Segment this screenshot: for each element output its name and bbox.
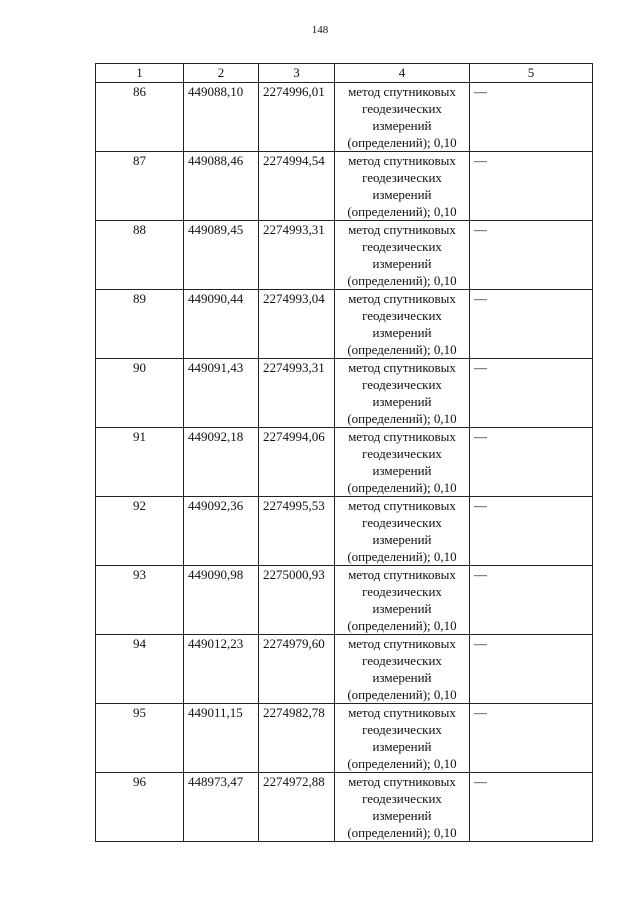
method-line: измерений [372,739,432,754]
page-number: 148 [311,24,329,36]
method-line: геодезических [362,653,442,668]
column-5-cell: — [470,773,593,842]
table-row [96,290,593,359]
point-number-cell: 89 [96,290,184,359]
x-coordinate-cell: 449092,18 [184,428,259,497]
method-line: метод спутниковых [348,705,456,720]
y-coordinate-cell: 2274995,53 [259,497,335,566]
method-line: метод спутниковых [348,567,456,582]
point-number-cell: 95 [96,704,184,773]
method-line: метод спутниковых [348,360,456,375]
point-number-cell: 86 [96,83,184,152]
method-line: метод спутниковых [348,429,456,444]
x-coordinate-cell: 449092,36 [184,497,259,566]
point-number-cell: 96 [96,773,184,842]
table-row [96,635,593,704]
table-row [96,704,593,773]
method-cell [335,428,470,497]
method-cell [335,635,470,704]
y-coordinate-cell: 2274994,54 [259,152,335,221]
method-line: геодезических [362,239,442,254]
point-number-cell: 87 [96,152,184,221]
method-line: (определений); 0,10 [347,618,457,633]
column-5-cell: — [470,566,593,635]
column-5-cell: — [470,704,593,773]
column-5-cell: — [470,428,593,497]
x-coordinate-cell: 449090,44 [184,290,259,359]
point-number-cell: 90 [96,359,184,428]
method-line: (определений); 0,10 [347,342,457,357]
y-coordinate-cell: 2274979,60 [259,635,335,704]
point-number-cell: 94 [96,635,184,704]
column-5-cell: — [470,221,593,290]
method-cell [335,152,470,221]
table-row [96,221,593,290]
y-coordinate-cell: 2274993,04 [259,290,335,359]
table-row [96,497,593,566]
method-line: геодезических [362,446,442,461]
table-row [96,428,593,497]
x-coordinate-cell: 448973,47 [184,773,259,842]
y-coordinate-cell: 2274972,88 [259,773,335,842]
column-5-cell: — [470,635,593,704]
method-cell [335,773,470,842]
column-header-5: 5 [470,64,593,83]
method-line: (определений); 0,10 [347,411,457,426]
method-line: измерений [372,532,432,547]
method-line: метод спутниковых [348,291,456,306]
method-line: геодезических [362,584,442,599]
method-line: измерений [372,394,432,409]
x-coordinate-cell: 449088,46 [184,152,259,221]
method-line: (определений); 0,10 [347,480,457,495]
method-line: геодезических [362,308,442,323]
method-line: измерений [372,463,432,478]
table-header [96,64,593,83]
method-line: измерений [372,187,432,202]
method-cell [335,497,470,566]
x-coordinate-cell: 449089,45 [184,221,259,290]
table-body [96,83,593,842]
column-5-cell: — [470,359,593,428]
column-header-4: 4 [335,64,470,83]
column-5-cell: — [470,290,593,359]
method-line: (определений); 0,10 [347,204,457,219]
method-cell [335,359,470,428]
method-line: (определений); 0,10 [347,135,457,150]
method-line: метод спутниковых [348,636,456,651]
table-row [96,566,593,635]
method-line: (определений); 0,10 [347,549,457,564]
method-line: измерений [372,118,432,133]
method-line: метод спутниковых [348,153,456,168]
column-5-cell: — [470,152,593,221]
method-line: геодезических [362,791,442,806]
table-row [96,773,593,842]
method-cell [335,566,470,635]
method-line: геодезических [362,515,442,530]
method-line: (определений); 0,10 [347,687,457,702]
y-coordinate-cell: 2274982,78 [259,704,335,773]
method-line: (определений); 0,10 [347,756,457,771]
method-line: геодезических [362,377,442,392]
table-row [96,359,593,428]
method-cell [335,704,470,773]
header-row [96,64,593,83]
point-number-cell: 88 [96,221,184,290]
point-number-cell: 93 [96,566,184,635]
table-row [96,152,593,221]
method-line: геодезических [362,170,442,185]
method-line: измерений [372,670,432,685]
y-coordinate-cell: 2274996,01 [259,83,335,152]
y-coordinate-cell: 2274993,31 [259,359,335,428]
y-coordinate-cell: 2275000,93 [259,566,335,635]
x-coordinate-cell: 449090,98 [184,566,259,635]
column-header-3: 3 [259,64,335,83]
method-line: измерений [372,601,432,616]
column-5-cell: — [470,497,593,566]
column-header-2: 2 [184,64,259,83]
method-line: измерений [372,808,432,823]
method-line: (определений); 0,10 [347,825,457,840]
method-line: (определений); 0,10 [347,273,457,288]
x-coordinate-cell: 449012,23 [184,635,259,704]
method-line: геодезических [362,101,442,116]
x-coordinate-cell: 449011,15 [184,704,259,773]
method-line: геодезических [362,722,442,737]
method-line: метод спутниковых [348,222,456,237]
method-line: метод спутниковых [348,84,456,99]
x-coordinate-cell: 449088,10 [184,83,259,152]
column-5-cell: — [470,83,593,152]
method-line: измерений [372,325,432,340]
method-cell [335,290,470,359]
column-header-1: 1 [96,64,184,83]
point-number-cell: 91 [96,428,184,497]
method-line: метод спутниковых [348,498,456,513]
x-coordinate-cell: 449091,43 [184,359,259,428]
method-cell [335,221,470,290]
method-cell [335,83,470,152]
y-coordinate-cell: 2274994,06 [259,428,335,497]
point-number-cell: 92 [96,497,184,566]
coordinates-table [95,63,593,842]
y-coordinate-cell: 2274993,31 [259,221,335,290]
method-line: метод спутниковых [348,774,456,789]
method-line: измерений [372,256,432,271]
table-row [96,83,593,152]
